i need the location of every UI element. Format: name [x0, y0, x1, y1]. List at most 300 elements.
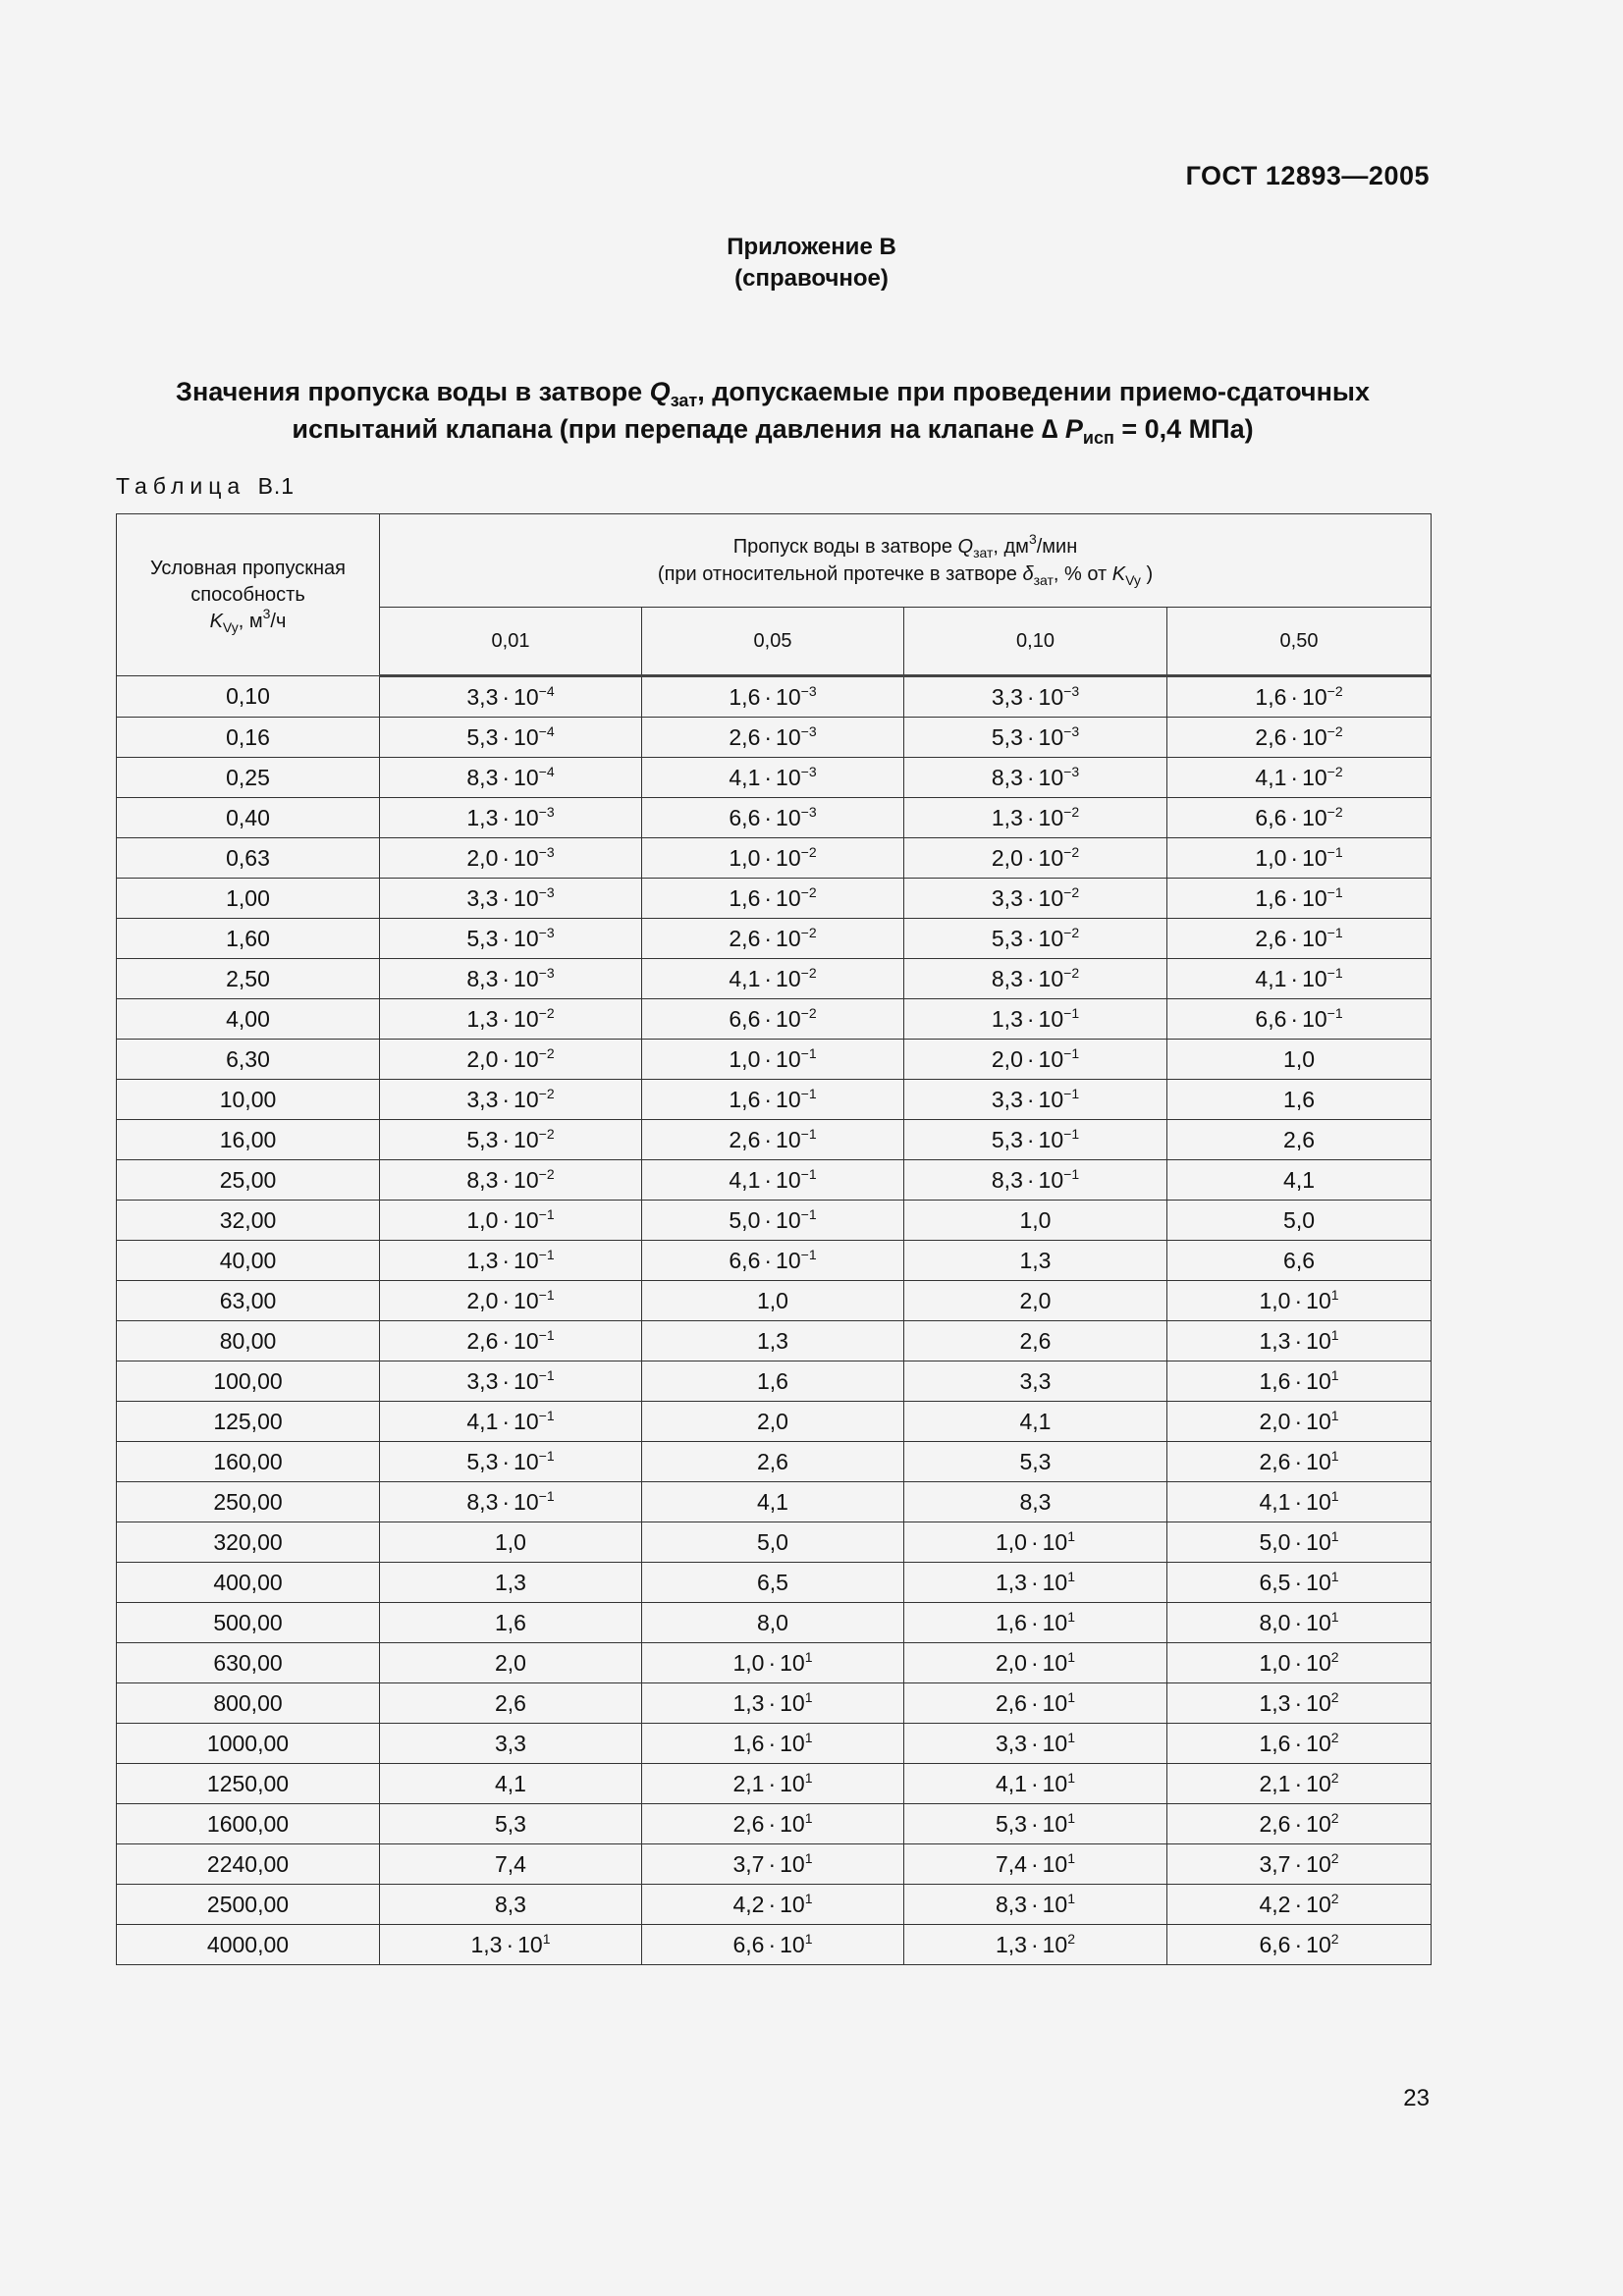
leak-value-cell [904, 1804, 1167, 1844]
leak-value-cell [380, 718, 642, 758]
value-mantissa: 1,6 [995, 1609, 1027, 1635]
leak-value-cell [1167, 1040, 1432, 1080]
power-base: 10 [1038, 723, 1064, 750]
value-mantissa: 4,1 [1283, 1166, 1316, 1193]
power-base: 10 [1302, 723, 1327, 750]
leak-value-cell [904, 1925, 1167, 1965]
value-mantissa: 3,3 [466, 1367, 499, 1394]
leak-value-cell [904, 959, 1167, 999]
multiply-dot: · [1026, 884, 1035, 911]
value-exponent: −4 [538, 682, 555, 699]
power-base: 10 [776, 1126, 801, 1152]
leak-value-cell [380, 1603, 642, 1643]
value-exponent: 2 [1067, 1930, 1076, 1947]
value-mantissa: 3,3 [466, 1086, 499, 1112]
multiply-dot: · [1294, 1448, 1303, 1474]
power-base: 10 [1302, 884, 1327, 911]
leak-value-cell [642, 1724, 904, 1764]
value-exponent: 1 [1330, 1407, 1339, 1423]
leak-value-cell [904, 1362, 1167, 1402]
leak-value-cell [380, 999, 642, 1040]
leak-value-cell [380, 1724, 642, 1764]
kv-cell: 4,00 [117, 999, 380, 1040]
value-mantissa: 4,1 [1255, 764, 1287, 790]
value-exponent: −1 [538, 1246, 555, 1262]
power-base: 10 [1038, 1126, 1064, 1152]
value-exponent: 1 [1067, 1527, 1076, 1544]
value-mantissa: 5,3 [466, 723, 499, 750]
multiply-dot: · [768, 1850, 777, 1877]
multiply-dot: · [768, 1891, 777, 1917]
leak-value-cell [1167, 1643, 1432, 1683]
value-exponent: −2 [1326, 682, 1343, 699]
leak-value-cell [380, 1925, 642, 1965]
multiply-dot: · [1290, 723, 1299, 750]
value-mantissa: 2,0 [995, 1649, 1027, 1676]
table-row [117, 1603, 1432, 1643]
kv-cell: 400,00 [117, 1563, 380, 1603]
leak-value-cell [1167, 1362, 1432, 1402]
leak-value-cell [380, 1885, 642, 1925]
table-row [117, 959, 1432, 999]
value-mantissa: 5,3 [991, 723, 1023, 750]
value-mantissa: 8,3 [466, 965, 499, 991]
multiply-dot: · [1294, 1891, 1303, 1917]
value-mantissa: 2,6 [1255, 925, 1287, 951]
value-exponent: −1 [538, 1286, 555, 1303]
heading-p-subscript: исп [1082, 428, 1114, 448]
flow-header-text: /мин [1036, 536, 1078, 558]
leak-value-cell [380, 758, 642, 798]
leak-value-cell [380, 1201, 642, 1241]
power-base: 10 [514, 925, 539, 951]
value-mantissa: 5,3 [466, 1126, 499, 1152]
value-exponent: −1 [538, 1447, 555, 1464]
value-mantissa: 2,6 [729, 925, 761, 951]
value-exponent: −3 [538, 883, 555, 900]
leak-value-cell [642, 1603, 904, 1643]
table-row [117, 1201, 1432, 1241]
flow-q-subscript: зат [973, 545, 994, 561]
power-base: 10 [780, 1689, 805, 1716]
multiply-dot: · [764, 1206, 773, 1233]
value-mantissa: 2,1 [1259, 1770, 1291, 1796]
power-base: 10 [776, 1086, 801, 1112]
value-mantissa: 1,0 [1283, 1045, 1316, 1072]
multiply-dot: · [502, 1166, 511, 1193]
value-exponent: −2 [1063, 803, 1080, 820]
value-exponent: −2 [538, 1044, 555, 1061]
multiply-dot: · [764, 1247, 773, 1273]
value-mantissa: 4,1 [466, 1408, 499, 1434]
value-exponent: −3 [538, 843, 555, 860]
delta-symbol: δ [1022, 563, 1034, 585]
leak-value-cell [642, 1522, 904, 1563]
value-mantissa: 2,6 [1019, 1327, 1052, 1354]
flow-header-line1 [380, 533, 1431, 561]
kv-unit-exponent: 3 [262, 605, 271, 621]
table-row [117, 1321, 1432, 1362]
leak-value-cell [380, 1522, 642, 1563]
table-row [117, 1764, 1432, 1804]
value-exponent: −2 [800, 843, 817, 860]
value-mantissa: 2,6 [1255, 723, 1287, 750]
leak-value-cell [380, 919, 642, 959]
flow-header-text: ) [1140, 563, 1154, 585]
value-mantissa: 8,3 [466, 764, 499, 790]
power-base: 10 [776, 723, 801, 750]
leak-value-cell [904, 1643, 1167, 1683]
leak-value-cell [904, 1724, 1167, 1764]
value-mantissa: 3,3 [1019, 1367, 1052, 1394]
leak-value-cell [380, 1362, 642, 1402]
power-base: 10 [1038, 683, 1064, 710]
leak-value-cell [642, 1281, 904, 1321]
leak-value-cell [380, 1120, 642, 1160]
value-mantissa: 4,1 [1019, 1408, 1052, 1434]
value-mantissa: 5,3 [1019, 1448, 1052, 1474]
multiply-dot: · [1294, 1488, 1303, 1515]
power-base: 10 [514, 1126, 539, 1152]
table-row [117, 676, 1432, 718]
power-base: 10 [780, 1770, 805, 1796]
value-mantissa: 2,6 [1259, 1810, 1291, 1837]
value-mantissa: 1,0 [1255, 844, 1287, 871]
multiply-dot: · [1290, 925, 1299, 951]
value-mantissa: 1,0 [729, 844, 761, 871]
value-mantissa: 1,0 [1259, 1287, 1291, 1313]
value-mantissa: 4,1 [729, 764, 761, 790]
power-base: 10 [1038, 1166, 1064, 1193]
multiply-dot: · [1030, 1891, 1039, 1917]
value-mantissa: 4,2 [1259, 1891, 1291, 1917]
power-base: 10 [1042, 1730, 1068, 1756]
flow-column-header [380, 514, 1432, 608]
kv-header-line1: Условная пропускная [150, 557, 346, 579]
value-mantissa: 5,3 [995, 1810, 1027, 1837]
value-mantissa: 6,6 [1283, 1247, 1316, 1273]
value-mantissa: 5,0 [1283, 1206, 1316, 1233]
value-mantissa: 1,3 [1259, 1327, 1291, 1354]
power-base: 10 [1302, 683, 1327, 710]
value-exponent: 1 [804, 1648, 813, 1665]
heading-line-1 [116, 373, 1430, 410]
power-base: 10 [1042, 1649, 1068, 1676]
value-mantissa: 2,1 [732, 1770, 765, 1796]
power-base: 10 [780, 1649, 805, 1676]
value-mantissa: 6,5 [1259, 1569, 1291, 1595]
multiply-dot: · [502, 1086, 511, 1112]
leak-value-cell [1167, 838, 1432, 879]
leak-value-cell [380, 1321, 642, 1362]
table-row [117, 1281, 1432, 1321]
kv-cell: 250,00 [117, 1482, 380, 1522]
power-base: 10 [1042, 1770, 1068, 1796]
power-base: 10 [776, 764, 801, 790]
leak-value-cell [380, 1281, 642, 1321]
leak-value-cell [1167, 919, 1432, 959]
value-exponent: −1 [1063, 1085, 1080, 1101]
kv-cell: 10,00 [117, 1080, 380, 1120]
leak-value-cell [642, 1362, 904, 1402]
multiply-dot: · [502, 844, 511, 871]
value-mantissa: 8,3 [991, 764, 1023, 790]
multiply-dot: · [502, 1045, 511, 1072]
flow-header-text: , % от [1053, 563, 1112, 585]
power-base: 10 [1042, 1528, 1068, 1555]
value-mantissa: 2,0 [466, 1287, 499, 1313]
kv-cell: 2,50 [117, 959, 380, 999]
leak-value-cell [904, 919, 1167, 959]
multiply-dot: · [1026, 1045, 1035, 1072]
kv-cell: 1,00 [117, 879, 380, 919]
kv-symbol-subscript: Vy [222, 618, 239, 635]
value-mantissa: 1,0 [466, 1206, 499, 1233]
value-exponent: 2 [1330, 1729, 1339, 1745]
value-mantissa: 1,3 [466, 1247, 499, 1273]
leak-value-cell [1167, 1482, 1432, 1522]
value-mantissa: 7,4 [495, 1850, 526, 1877]
value-mantissa: 2,6 [1259, 1448, 1291, 1474]
value-mantissa: 2,0 [466, 1045, 499, 1072]
kv-cell: 6,30 [117, 1040, 380, 1080]
value-mantissa: 8,3 [991, 965, 1023, 991]
multiply-dot: · [764, 804, 773, 830]
value-exponent: −1 [1326, 964, 1343, 981]
power-base: 10 [1306, 1649, 1331, 1676]
power-base: 10 [514, 1005, 539, 1032]
value-mantissa: 3,3 [995, 1730, 1027, 1756]
table-row [117, 1241, 1432, 1281]
multiply-dot: · [506, 1931, 514, 1957]
value-mantissa: 6,6 [1255, 804, 1287, 830]
table-row [117, 1442, 1432, 1482]
value-exponent: −3 [1063, 763, 1080, 779]
power-base: 10 [1306, 1327, 1331, 1354]
flow-header-text: , дм [993, 536, 1029, 558]
value-mantissa: 4,1 [729, 965, 761, 991]
leak-value-cell [1167, 1724, 1432, 1764]
value-mantissa: 1,6 [495, 1609, 526, 1635]
flow-unit-exponent: 3 [1028, 531, 1037, 547]
value-mantissa: 2,6 [732, 1810, 765, 1837]
kv-cell: 1000,00 [117, 1724, 380, 1764]
power-base: 10 [1306, 1730, 1331, 1756]
value-mantissa: 1,6 [729, 884, 761, 911]
power-base: 10 [776, 844, 801, 871]
value-mantissa: 1,6 [1255, 683, 1287, 710]
multiply-dot: · [502, 1247, 511, 1273]
leak-value-cell [642, 1563, 904, 1603]
multiply-dot: · [1294, 1327, 1303, 1354]
table-row [117, 1885, 1432, 1925]
value-mantissa: 6,5 [757, 1569, 788, 1595]
multiply-dot: · [1030, 1609, 1039, 1635]
value-mantissa: 3,3 [466, 683, 499, 710]
leak-value-cell [380, 1563, 642, 1603]
value-mantissa: 1,3 [991, 1005, 1023, 1032]
power-base: 10 [1306, 1488, 1331, 1515]
leak-value-cell [642, 1885, 904, 1925]
table-caption-label: Таблица [116, 473, 246, 499]
kv-unit: , м [238, 610, 263, 632]
value-exponent: 2 [1330, 1769, 1339, 1786]
value-exponent: −1 [800, 1246, 817, 1262]
multiply-dot: · [764, 1086, 773, 1112]
multiply-dot: · [1026, 723, 1035, 750]
value-exponent: −1 [1063, 1004, 1080, 1021]
leak-value-cell [904, 1281, 1167, 1321]
leak-value-cell [380, 1160, 642, 1201]
value-mantissa: 1,3 [995, 1931, 1027, 1957]
leak-value-cell [904, 758, 1167, 798]
kv-header-line2: способность [190, 583, 305, 606]
power-base: 10 [776, 1166, 801, 1193]
value-mantissa: 3,3 [991, 1086, 1023, 1112]
kv-column-header [117, 514, 380, 676]
table-heading [116, 373, 1430, 448]
value-mantissa: 1,6 [1283, 1086, 1316, 1112]
multiply-dot: · [502, 764, 511, 790]
value-mantissa: 2,6 [995, 1689, 1027, 1716]
power-base: 10 [1042, 1931, 1068, 1957]
value-exponent: 1 [1067, 1769, 1076, 1786]
multiply-dot: · [1294, 1730, 1303, 1756]
value-mantissa: 1,6 [1259, 1367, 1291, 1394]
value-mantissa: 2,6 [757, 1448, 788, 1474]
value-mantissa: 1,3 [466, 804, 499, 830]
multiply-dot: · [502, 1126, 511, 1152]
leak-value-cell [904, 879, 1167, 919]
table-row [117, 919, 1432, 959]
value-exponent: −3 [800, 722, 817, 739]
leak-value-cell [642, 1080, 904, 1120]
standard-number: ГОСТ 12893—2005 [1185, 161, 1430, 190]
power-base: 10 [1038, 1086, 1064, 1112]
table-row [117, 1522, 1432, 1563]
value-mantissa: 8,3 [991, 1166, 1023, 1193]
value-mantissa: 1,6 [729, 1086, 761, 1112]
multiply-dot: · [764, 844, 773, 871]
kv-cell: 2240,00 [117, 1844, 380, 1885]
table-row [117, 798, 1432, 838]
kv-cell: 800,00 [117, 1683, 380, 1724]
power-base: 10 [1306, 1569, 1331, 1595]
kv-cell: 0,16 [117, 718, 380, 758]
power-base: 10 [1042, 1609, 1068, 1635]
multiply-dot: · [1026, 683, 1035, 710]
value-exponent: 2 [1330, 1890, 1339, 1906]
value-mantissa: 1,6 [729, 683, 761, 710]
table-row [117, 1804, 1432, 1844]
leak-value-cell [380, 1683, 642, 1724]
multiply-dot: · [1030, 1649, 1039, 1676]
power-base: 10 [1302, 925, 1327, 951]
value-exponent: −1 [538, 1487, 555, 1504]
kv-cell: 160,00 [117, 1442, 380, 1482]
multiply-dot: · [1294, 1528, 1303, 1555]
flow-header-line2 [380, 561, 1431, 588]
kv-cell: 2500,00 [117, 1885, 380, 1925]
leak-value-cell [1167, 1563, 1432, 1603]
multiply-dot: · [1026, 1005, 1035, 1032]
multiply-dot: · [1294, 1770, 1303, 1796]
leak-value-cell [380, 798, 642, 838]
multiply-dot: · [502, 683, 511, 710]
value-mantissa: 1,6 [757, 1367, 788, 1394]
value-mantissa: 5,3 [991, 925, 1023, 951]
leak-value-cell [380, 1080, 642, 1120]
power-base: 10 [776, 965, 801, 991]
leak-value-cell [380, 1442, 642, 1482]
leak-value-cell [642, 999, 904, 1040]
kv-cell: 0,10 [117, 676, 380, 718]
power-base: 10 [514, 1086, 539, 1112]
leak-value-cell [1167, 1160, 1432, 1201]
value-mantissa: 2,6 [495, 1689, 526, 1716]
heading-line-2 [116, 410, 1430, 448]
value-mantissa: 1,3 [757, 1327, 788, 1354]
value-exponent: 1 [1067, 1568, 1076, 1584]
multiply-dot: · [1026, 1166, 1035, 1193]
value-exponent: −1 [800, 1085, 817, 1101]
leak-value-cell [642, 1844, 904, 1885]
value-mantissa: 8,3 [995, 1891, 1027, 1917]
value-mantissa: 4,1 [1259, 1488, 1291, 1515]
multiply-dot: · [764, 1126, 773, 1152]
multiply-dot: · [1290, 1005, 1299, 1032]
power-base: 10 [1038, 965, 1064, 991]
value-exponent: −2 [1326, 722, 1343, 739]
kv-cell: 40,00 [117, 1241, 380, 1281]
kv-cell: 4000,00 [117, 1925, 380, 1965]
power-base: 10 [1306, 1287, 1331, 1313]
multiply-dot: · [764, 723, 773, 750]
value-mantissa: 2,0 [991, 844, 1023, 871]
multiply-dot: · [1030, 1528, 1039, 1555]
leak-value-cell [904, 1522, 1167, 1563]
multiply-dot: · [502, 723, 511, 750]
value-mantissa: 1,0 [757, 1287, 788, 1313]
value-exponent: −2 [538, 1165, 555, 1182]
value-exponent: −3 [538, 924, 555, 940]
value-exponent: −2 [1326, 763, 1343, 779]
value-mantissa: 5,3 [466, 925, 499, 951]
value-exponent: 2 [1330, 1648, 1339, 1665]
value-exponent: −1 [1063, 1165, 1080, 1182]
value-exponent: 2 [1330, 1930, 1339, 1947]
leak-value-cell [1167, 1925, 1432, 1965]
value-mantissa: 5,0 [757, 1528, 788, 1555]
value-exponent: −2 [1063, 964, 1080, 981]
leak-value-cell [642, 1402, 904, 1442]
value-exponent: −1 [538, 1205, 555, 1222]
table-caption [116, 473, 295, 500]
leak-value-cell [1167, 676, 1432, 718]
leak-column-header: 0,01 [380, 608, 642, 676]
table-row [117, 718, 1432, 758]
value-mantissa: 7,4 [995, 1850, 1027, 1877]
leak-value-cell [1167, 1844, 1432, 1885]
multiply-dot: · [1290, 965, 1299, 991]
leak-value-cell [642, 1321, 904, 1362]
power-base: 10 [1038, 1045, 1064, 1072]
value-mantissa: 1,3 [995, 1569, 1027, 1595]
heading-p-symbol: P [1064, 414, 1083, 444]
leak-column-header: 0,50 [1167, 608, 1432, 676]
value-mantissa: 2,6 [729, 1126, 761, 1152]
value-exponent: −1 [800, 1125, 817, 1142]
